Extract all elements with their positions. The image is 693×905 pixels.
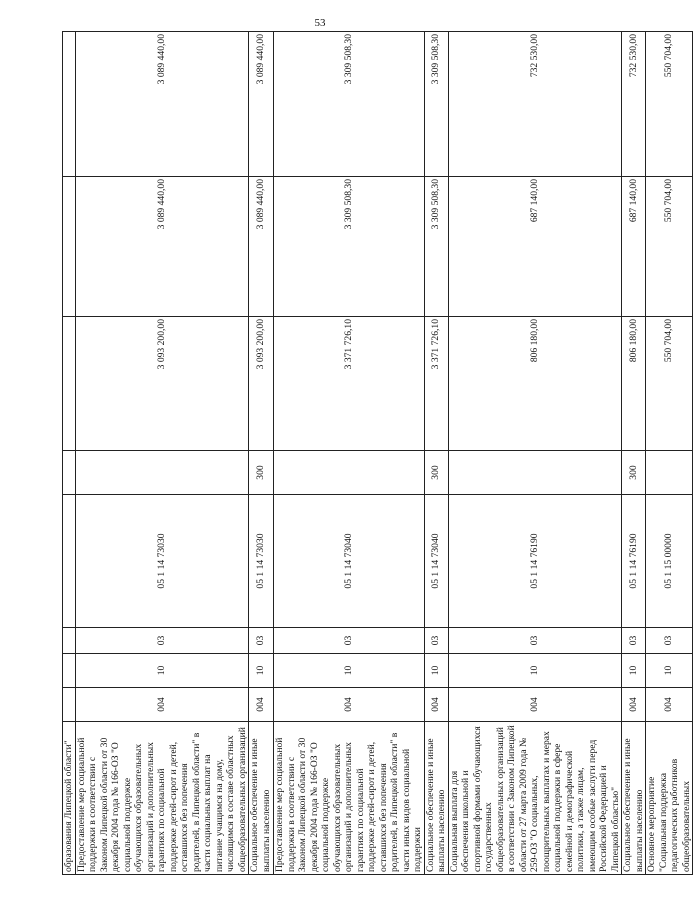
cell-exp-type bbox=[75, 451, 249, 495]
rotated-page-area bbox=[62, 32, 692, 875]
cell-section: 10 bbox=[622, 654, 646, 688]
cell-sum1: 3 093 200,00 bbox=[75, 317, 249, 451]
cell-section: 10 bbox=[448, 654, 622, 688]
cell-name: Предоставление мер социальной поддержки в соответствии с Законом Липецкой области от 30 декабря 2004 года № 166-ОЗ "О социальной поддержке обучающихся образовательных организаций и дополнительных гарантиях по социальной поддержке детей-сирот и детей, оставшихся без попечения родителей, в Липецкой области" в части иных видов социальной поддержки bbox=[274, 722, 425, 875]
cell-sum2: 687 140,00 bbox=[622, 177, 646, 317]
cell-sum3: 732 530,00 bbox=[622, 32, 646, 177]
cell-target: 05 1 14 76190 bbox=[622, 495, 646, 628]
cell-sum3 bbox=[63, 32, 76, 177]
cell-target: 05 1 15 00000 bbox=[646, 495, 693, 628]
cell-subsection: 03 bbox=[75, 628, 249, 654]
cell-subsection: 03 bbox=[424, 628, 448, 654]
cell-subsection: 03 bbox=[448, 628, 622, 654]
cell-subsection: 03 bbox=[646, 628, 693, 654]
table-row bbox=[274, 32, 425, 875]
cell-name: Социальная выплата для обеспечения школьной и спортивной формами обучающихся государственных общеобразовательных организаций в соответствии с Законом Липецкой области от 27 марта 2009 года № 259-ОЗ "О социальных, поощрительных выплатах и мерах социальной поддержки в сфере семейной и демографической политики, а также лицам, имеющим особые заслуги перед Российской Федерацией и Липецкой областью" bbox=[448, 722, 622, 875]
cell-name: Предоставление мер социальной поддержки в соответствии с Законом Липецкой области от 30 декабря 2004 года № 166-ОЗ "О социальной поддержке обучающихся образовательных организаций и дополнительных гарантиях по социальной поддержке детей-сирот и детей, оставшихся без попечения родителей, в Липецкой области" в части социальных выплат на питание учащимся на дому, числящимся в составе областных общеобразовательных организаций bbox=[75, 722, 249, 875]
table-row bbox=[622, 32, 646, 875]
cell-exp-type bbox=[63, 451, 76, 495]
cell-sum3: 3 309 508,30 bbox=[274, 32, 425, 177]
cell-sum3: 732 530,00 bbox=[448, 32, 622, 177]
table-row bbox=[63, 32, 76, 875]
cell-sum1 bbox=[63, 317, 76, 451]
cell-name: Социальное обеспечение и иные выплаты населению bbox=[622, 722, 646, 875]
cell-admin: 004 bbox=[646, 688, 693, 722]
cell-admin: 004 bbox=[274, 688, 425, 722]
cell-name: образования Липецкой области" bbox=[63, 722, 76, 875]
cell-sum1: 806 180,00 bbox=[622, 317, 646, 451]
cell-sum1: 550 704,00 bbox=[646, 317, 693, 451]
cell-admin: 004 bbox=[622, 688, 646, 722]
budget-table bbox=[62, 31, 693, 875]
cell-sum2: 3 309 508,30 bbox=[424, 177, 448, 317]
cell-exp-type bbox=[448, 451, 622, 495]
cell-sum2 bbox=[63, 177, 76, 317]
cell-admin bbox=[63, 688, 76, 722]
cell-sum1: 3 371 726,10 bbox=[424, 317, 448, 451]
cell-admin: 004 bbox=[249, 688, 274, 722]
table-row bbox=[249, 32, 274, 875]
cell-sum1: 806 180,00 bbox=[448, 317, 622, 451]
cell-sum3: 550 704,00 bbox=[646, 32, 693, 177]
cell-section bbox=[63, 654, 76, 688]
cell-target: 05 1 14 73030 bbox=[75, 495, 249, 628]
cell-sum2: 3 089 440,00 bbox=[249, 177, 274, 317]
cell-name: Социальное обеспечение и иные выплаты населению bbox=[249, 722, 274, 875]
cell-exp-type bbox=[646, 451, 693, 495]
cell-section: 10 bbox=[274, 654, 425, 688]
cell-sum2: 550 704,00 bbox=[646, 177, 693, 317]
table-row bbox=[646, 32, 693, 875]
cell-exp-type: 300 bbox=[249, 451, 274, 495]
cell-admin: 004 bbox=[75, 688, 249, 722]
table-row bbox=[75, 32, 249, 875]
cell-sum3: 3 089 440,00 bbox=[249, 32, 274, 177]
cell-admin: 004 bbox=[424, 688, 448, 722]
cell-exp-type: 300 bbox=[622, 451, 646, 495]
cell-target bbox=[63, 495, 76, 628]
cell-section: 10 bbox=[424, 654, 448, 688]
cell-sum1: 3 093 200,00 bbox=[249, 317, 274, 451]
cell-target: 05 1 14 73040 bbox=[424, 495, 448, 628]
cell-section: 10 bbox=[646, 654, 693, 688]
cell-section: 10 bbox=[75, 654, 249, 688]
page-number: 53 bbox=[314, 17, 326, 29]
cell-sum3: 3 309 508,30 bbox=[424, 32, 448, 177]
cell-section: 10 bbox=[249, 654, 274, 688]
cell-exp-type: 300 bbox=[424, 451, 448, 495]
cell-name: Основное мероприятие "Социальная поддержка педагогических работников общеобразовательных bbox=[646, 722, 693, 875]
landscape-table-wrapper bbox=[62, 32, 692, 875]
cell-target: 05 1 14 73040 bbox=[274, 495, 425, 628]
cell-target: 05 1 14 73030 bbox=[249, 495, 274, 628]
cell-subsection: 03 bbox=[622, 628, 646, 654]
table-row bbox=[424, 32, 448, 875]
cell-sum2: 687 140,00 bbox=[448, 177, 622, 317]
cell-subsection: 03 bbox=[274, 628, 425, 654]
cell-name: Социальное обеспечение и иные выплаты населению bbox=[424, 722, 448, 875]
cell-target: 05 1 14 76190 bbox=[448, 495, 622, 628]
cell-sum3: 3 089 440,00 bbox=[75, 32, 249, 177]
cell-subsection bbox=[63, 628, 76, 654]
cell-admin: 004 bbox=[448, 688, 622, 722]
table-row bbox=[448, 32, 622, 875]
cell-subsection: 03 bbox=[249, 628, 274, 654]
cell-sum1: 3 371 726,10 bbox=[274, 317, 425, 451]
cell-sum2: 3 309 508,30 bbox=[274, 177, 425, 317]
cell-exp-type bbox=[274, 451, 425, 495]
cell-sum2: 3 089 440,00 bbox=[75, 177, 249, 317]
